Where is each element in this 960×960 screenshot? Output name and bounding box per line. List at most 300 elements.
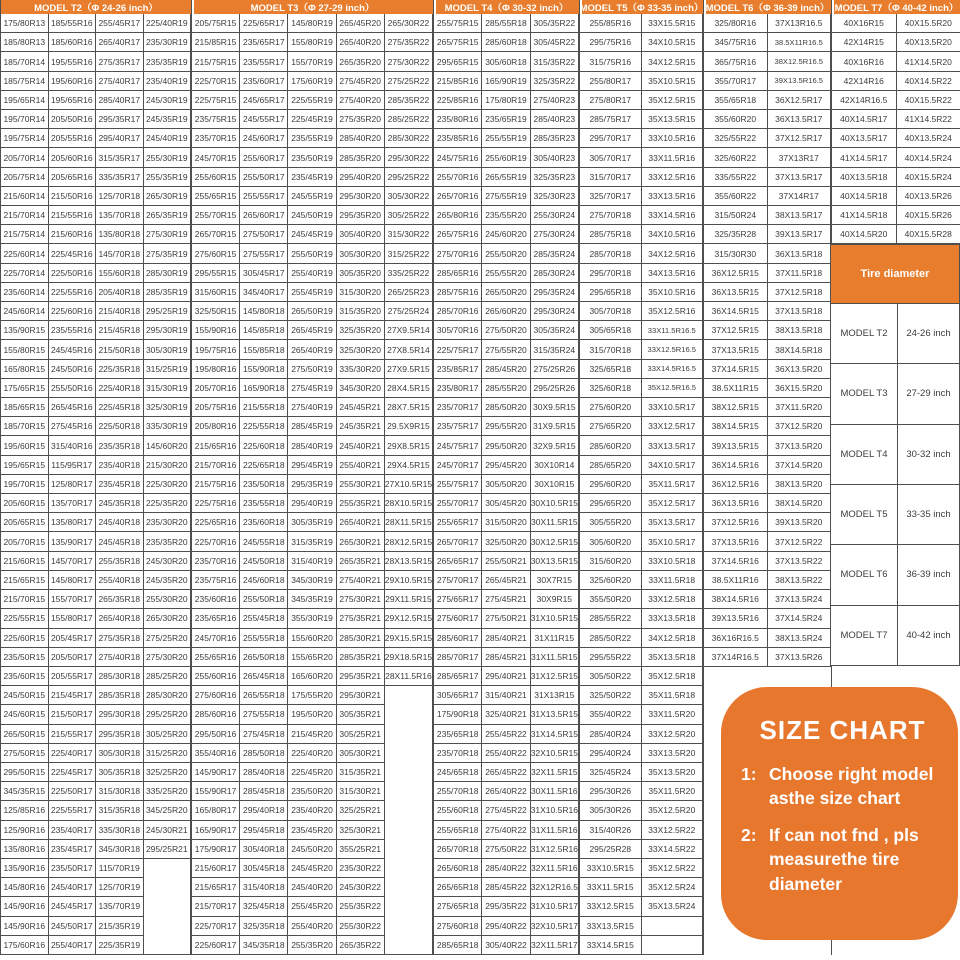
tire-size-cell: 225/40R18 bbox=[96, 379, 144, 398]
tire-size-cell: 40X13.5R18 bbox=[832, 168, 897, 187]
tire-diameter-legend-header: Tire diameter bbox=[831, 245, 959, 303]
tire-size-cell: 315/35R18 bbox=[96, 801, 144, 820]
tire-size-cell: 195/80R16 bbox=[192, 360, 240, 379]
tire-size-cell: 305/30R20 bbox=[337, 244, 385, 263]
tire-size-cell: 38.5X11R16.5 bbox=[768, 33, 832, 52]
tire-size-cell: 205/50R17 bbox=[49, 648, 97, 667]
tire-size-cell: 345/30R19 bbox=[288, 571, 336, 590]
tire-size-cell: 295/30R26 bbox=[580, 782, 642, 801]
tire-size-cell: 265/45R20 bbox=[337, 14, 385, 33]
tire-size-cell: 255/30R19 bbox=[144, 148, 192, 167]
tire-size-cell: 265/35R21 bbox=[337, 552, 385, 571]
tire-size-cell: 215/60R15 bbox=[1, 552, 49, 571]
tire-size-cell: 255/40R17 bbox=[49, 936, 97, 955]
tire-size-cell: 315/70R18 bbox=[580, 340, 642, 359]
tire-size-cell: 37X14.5R16 bbox=[704, 552, 768, 571]
tire-size-cell: 295/60R20 bbox=[580, 475, 642, 494]
tire-size-cell: 275/30R20 bbox=[144, 648, 192, 667]
tire-size-cell: 235/65R18 bbox=[434, 725, 482, 744]
tire-size-cell: 30X11.5R16 bbox=[531, 782, 579, 801]
tire-size-cell: 40X13.5R26 bbox=[897, 187, 960, 206]
tire-size-cell: 145/70R18 bbox=[96, 244, 144, 263]
tire-size-cell: 285/30R18 bbox=[96, 667, 144, 686]
tire-size-cell: 235/55R19 bbox=[288, 129, 336, 148]
tire-size-cell: 30X11.5R15 bbox=[531, 513, 579, 532]
tire-size-cell: 215/70R15 bbox=[1, 590, 49, 609]
tire-size-cell: 265/50R18 bbox=[240, 648, 288, 667]
tire-size-cell: 265/50R20 bbox=[482, 283, 530, 302]
legend-range-label: 33-35 inch bbox=[906, 509, 951, 521]
tire-size-cell: 115/70R19 bbox=[96, 859, 144, 878]
tire-size-cell: 37X13.5R20 bbox=[768, 436, 832, 455]
tire-size-cell: 325/30R19 bbox=[144, 398, 192, 417]
tire-size-cell: 295/45R18 bbox=[240, 821, 288, 840]
tire-size-cell: 36X12.5R16 bbox=[704, 475, 768, 494]
size-chart-instruction-1 bbox=[741, 762, 944, 810]
tire-size-cell: 225/65R18 bbox=[240, 456, 288, 475]
empty-merged-cell bbox=[144, 859, 192, 955]
tire-size-cell: 175/60R16 bbox=[1, 936, 49, 955]
tire-size-cell: 325/60R20 bbox=[580, 571, 642, 590]
tire-size-cell: 305/25R21 bbox=[337, 725, 385, 744]
tire-size-cell: 215/85R16 bbox=[434, 72, 482, 91]
tire-size-cell: 265/70R15 bbox=[192, 225, 240, 244]
tire-size-cell: 225/60R18 bbox=[240, 436, 288, 455]
tire-size-cell: 225/85R16 bbox=[434, 91, 482, 110]
tire-size-cell: 35X12.5R15 bbox=[642, 91, 704, 110]
tire-size-cell: 305/30R19 bbox=[144, 340, 192, 359]
tire-size-cell: 33X12.5R20 bbox=[642, 725, 704, 744]
model-t3-column-2 bbox=[240, 14, 288, 955]
tire-size-cell: 325/45R18 bbox=[240, 897, 288, 916]
tire-size-cell: 265/35R18 bbox=[96, 590, 144, 609]
tire-size-cell: 235/35R18 bbox=[96, 436, 144, 455]
tire-size-cell: 275/35R22 bbox=[385, 33, 433, 52]
tire-size-cell: 365/75R16 bbox=[704, 52, 768, 71]
tire-size-cell: 195/65R14 bbox=[1, 91, 49, 110]
tire-size-cell: 225/65R17 bbox=[240, 14, 288, 33]
tire-size-cell: 205/60R16 bbox=[49, 148, 97, 167]
tire-size-cell: 245/55R17 bbox=[240, 110, 288, 129]
tire-size-cell: 37X12.5R17 bbox=[768, 129, 832, 148]
tire-size-cell: 305/30R21 bbox=[337, 744, 385, 763]
tire-size-cell: 265/75R15 bbox=[434, 33, 482, 52]
tire-size-cell: 295/40R22 bbox=[482, 917, 530, 936]
tire-size-cell: 325/30R20 bbox=[337, 340, 385, 359]
tire-size-cell: 305/35R19 bbox=[288, 513, 336, 532]
tire-size-cell: 135/80R16 bbox=[1, 840, 49, 859]
tire-size-cell: 235/40R17 bbox=[49, 821, 97, 840]
tire-size-cell: 325/80R16 bbox=[704, 14, 768, 33]
tire-size-cell: 245/30R21 bbox=[144, 821, 192, 840]
tire-size-cell: 32X12R16.5 bbox=[531, 878, 579, 897]
tire-size-cell: 225/30R20 bbox=[144, 475, 192, 494]
tire-size-cell: 35X13.5R24 bbox=[642, 897, 704, 916]
tire-size-cell: 235/40R18 bbox=[96, 456, 144, 475]
tire-size-cell: 245/60R14 bbox=[1, 302, 49, 321]
tire-size-cell: 30X7R15 bbox=[531, 571, 579, 590]
tire-size-cell: 295/70R18 bbox=[580, 264, 642, 283]
tire-size-cell: 275/45R18 bbox=[240, 725, 288, 744]
tire-size-cell: 285/65R18 bbox=[434, 936, 482, 955]
tire-diameter-legend bbox=[830, 244, 960, 666]
tire-size-cell: 225/70R15 bbox=[192, 72, 240, 91]
tire-size-cell: 33X11.5R16 bbox=[642, 148, 704, 167]
tire-size-cell: 275/35R19 bbox=[144, 244, 192, 263]
tire-size-cell: 33X12.5R16 bbox=[642, 168, 704, 187]
tire-size-cell: 225/50R17 bbox=[49, 782, 97, 801]
tire-size-cell: 255/30R21 bbox=[337, 475, 385, 494]
model-t5-columns bbox=[580, 14, 703, 955]
tire-size-cell: 175/65R15 bbox=[1, 379, 49, 398]
tire-size-cell: 265/40R21 bbox=[337, 513, 385, 532]
tire-size-cell: 135/70R17 bbox=[49, 494, 97, 513]
tire-size-cell: 285/60R17 bbox=[434, 629, 482, 648]
tire-size-cell: 355/70R17 bbox=[704, 72, 768, 91]
tire-size-cell: 145/80R16 bbox=[1, 878, 49, 897]
tire-size-cell: 285/40R22 bbox=[482, 859, 530, 878]
tire-size-cell: 275/45R21 bbox=[482, 590, 530, 609]
tire-size-cell: 265/45R21 bbox=[482, 571, 530, 590]
tire-size-cell: 285/30R22 bbox=[385, 129, 433, 148]
tire-size-cell: 38X14.5R20 bbox=[768, 494, 832, 513]
tire-size-cell: 30X9.5R15 bbox=[531, 398, 579, 417]
tire-size-cell: 205/70R15 bbox=[1, 532, 49, 551]
tire-size-cell: 305/30R18 bbox=[96, 744, 144, 763]
tire-size-cell: 175/80R13 bbox=[1, 14, 49, 33]
tire-size-cell: 235/50R20 bbox=[288, 782, 336, 801]
tire-size-cell: 315/35R17 bbox=[96, 148, 144, 167]
model-t5-group bbox=[579, 0, 703, 955]
tire-size-cell: 285/40R21 bbox=[482, 629, 530, 648]
tire-size-cell: 255/60R17 bbox=[240, 148, 288, 167]
tire-size-cell: 37X12.5R20 bbox=[768, 417, 832, 436]
tire-size-cell: 38X13.5R24 bbox=[768, 629, 832, 648]
tire-size-cell: 275/60R18 bbox=[434, 917, 482, 936]
tire-size-cell: 155/80R17 bbox=[49, 609, 97, 628]
tire-size-cell: 265/70R16 bbox=[434, 187, 482, 206]
tire-size-cell: 255/50R20 bbox=[482, 244, 530, 263]
empty-cell bbox=[642, 917, 704, 936]
tire-size-cell: 225/40R20 bbox=[288, 744, 336, 763]
tire-size-cell: 285/40R19 bbox=[288, 436, 336, 455]
tire-size-cell: 235/55R16 bbox=[49, 321, 97, 340]
tire-size-cell: 235/75R15 bbox=[192, 110, 240, 129]
model-t4-column-3 bbox=[531, 14, 579, 955]
tire-size-cell: 235/70R15 bbox=[192, 129, 240, 148]
tire-size-cell: 265/35R22 bbox=[337, 936, 385, 955]
model-t2-columns bbox=[1, 14, 191, 955]
model-t4-column-1 bbox=[434, 14, 482, 955]
tire-size-cell: 265/50R15 bbox=[1, 725, 49, 744]
model-t4-header: MODEL T4（Φ 30-32 inch） bbox=[434, 0, 579, 14]
tire-size-cell: 40X16R16 bbox=[832, 52, 897, 71]
tire-size-cell: 34X12.5R15 bbox=[642, 52, 704, 71]
tire-size-cell: 285/75R18 bbox=[580, 225, 642, 244]
tire-size-cell: 285/40R18 bbox=[240, 763, 288, 782]
tire-size-cell: 255/55R18 bbox=[240, 629, 288, 648]
tire-size-cell: 36X13.5R20 bbox=[768, 360, 832, 379]
tire-size-cell: 295/65R15 bbox=[434, 52, 482, 71]
tire-size-cell: 255/60R19 bbox=[482, 148, 530, 167]
tire-size-cell: 315/60R20 bbox=[580, 552, 642, 571]
tire-size-cell: 34X10.5R17 bbox=[642, 456, 704, 475]
tire-size-cell: 255/70R15 bbox=[192, 206, 240, 225]
tire-size-cell: 255/55R17 bbox=[240, 187, 288, 206]
tire-size-cell: 335/30R18 bbox=[96, 821, 144, 840]
tire-size-cell: 37X13.5R18 bbox=[768, 302, 832, 321]
tire-size-cell: 225/55R15 bbox=[1, 609, 49, 628]
tire-size-cell: 195/65R15 bbox=[1, 456, 49, 475]
tire-size-cell: 325/70R17 bbox=[580, 187, 642, 206]
tire-size-cell: 33X11.5R18 bbox=[642, 571, 704, 590]
model-t2-column-1 bbox=[1, 14, 49, 955]
legend-range-label: 36-39 inch bbox=[906, 569, 951, 581]
tire-size-cell: 33X14.5R15 bbox=[580, 936, 642, 955]
tire-size-cell: 195/65R16 bbox=[49, 91, 97, 110]
tire-size-cell: 245/45R21 bbox=[337, 398, 385, 417]
tire-size-cell: 31X12.5R16 bbox=[531, 840, 579, 859]
tire-size-cell: 37X14.5R20 bbox=[768, 456, 832, 475]
tire-size-cell: 42X14R16 bbox=[832, 72, 897, 91]
tire-size-cell: 335/55R22 bbox=[704, 168, 768, 187]
tire-size-cell: 315/30R30 bbox=[704, 244, 768, 263]
tire-size-cell: 295/30R19 bbox=[144, 321, 192, 340]
tire-size-cell: 37X11.5R18 bbox=[768, 264, 832, 283]
tire-size-cell: 315/40R18 bbox=[240, 878, 288, 897]
tire-size-cell: 215/65R16 bbox=[192, 436, 240, 455]
tire-size-cell: 165/90R17 bbox=[192, 821, 240, 840]
tire-size-cell: 235/85R16 bbox=[434, 129, 482, 148]
tire-size-cell: 155/65R20 bbox=[288, 648, 336, 667]
tire-size-cell: 40X14.5R20 bbox=[832, 225, 897, 244]
tire-size-cell: 355/30R19 bbox=[288, 609, 336, 628]
tire-size-cell: 40X14.5R24 bbox=[897, 148, 960, 167]
tire-size-cell: 31X9.5R15 bbox=[531, 417, 579, 436]
tire-size-cell: 245/40R20 bbox=[288, 878, 336, 897]
tire-size-cell: 245/75R16 bbox=[434, 148, 482, 167]
tire-size-cell: 145/90R16 bbox=[1, 917, 49, 936]
tire-size-cell: 275/40R20 bbox=[337, 91, 385, 110]
tire-size-cell: 255/65R16 bbox=[192, 648, 240, 667]
model-t7-column-2 bbox=[897, 14, 960, 244]
tire-size-cell: 195/60R16 bbox=[49, 72, 97, 91]
tire-size-cell: 265/55R19 bbox=[482, 168, 530, 187]
tire-size-cell: 225/35R20 bbox=[144, 494, 192, 513]
tire-size-cell: 325/30R23 bbox=[531, 187, 579, 206]
tire-size-cell: 215/50R18 bbox=[96, 340, 144, 359]
tire-size-cell: 33X12.5R22 bbox=[642, 821, 704, 840]
tire-size-cell: 285/65R20 bbox=[580, 456, 642, 475]
tire-size-cell: 275/35R17 bbox=[96, 52, 144, 71]
tire-size-cell: 36X12.5R17 bbox=[768, 91, 832, 110]
tire-size-cell: 265/30R19 bbox=[144, 187, 192, 206]
tire-size-cell: 235/45R20 bbox=[288, 821, 336, 840]
tire-size-cell: 215/35R19 bbox=[96, 917, 144, 936]
model-t7-column-1 bbox=[832, 14, 897, 244]
tire-size-cell: 29X8.5R15 bbox=[385, 436, 433, 455]
tire-size-cell: 265/70R17 bbox=[434, 532, 482, 551]
tire-size-cell: 33X12.5R15 bbox=[580, 897, 642, 916]
tire-size-cell: 305/55R20 bbox=[580, 513, 642, 532]
tire-size-cell: 275/25R26 bbox=[531, 360, 579, 379]
tire-size-cell: 305/70R16 bbox=[434, 321, 482, 340]
tire-size-cell: 315/35R24 bbox=[531, 340, 579, 359]
tire-size-cell: 225/75R15 bbox=[192, 91, 240, 110]
tire-size-cell: 27X9.5R14 bbox=[385, 321, 433, 340]
tire-size-cell: 245/45R20 bbox=[288, 859, 336, 878]
tire-size-cell: 285/40R20 bbox=[337, 129, 385, 148]
tire-size-cell: 255/70R16 bbox=[434, 168, 482, 187]
tire-size-cell: 225/70R16 bbox=[192, 532, 240, 551]
tire-size-cell: 235/35R20 bbox=[144, 532, 192, 551]
tire-size-cell: 32X11.5R15 bbox=[531, 763, 579, 782]
tire-size-cell: 39X13.5R16 bbox=[704, 609, 768, 628]
tire-size-cell: 275/45R16 bbox=[49, 417, 97, 436]
tire-size-cell: 40X14.5R22 bbox=[897, 72, 960, 91]
tire-size-cell: 31X11.5R16 bbox=[531, 821, 579, 840]
tire-size-cell: 295/45R20 bbox=[482, 456, 530, 475]
tire-size-cell: 245/30R22 bbox=[337, 878, 385, 897]
tire-size-cell: 245/50R18 bbox=[240, 552, 288, 571]
tire-size-cell: 315/35R22 bbox=[531, 52, 579, 71]
tire-size-cell: 255/45R17 bbox=[96, 14, 144, 33]
tire-size-cell: 37X11.5R20 bbox=[768, 398, 832, 417]
tire-size-cell: 185/70R15 bbox=[1, 417, 49, 436]
tire-size-cell: 275/40R23 bbox=[531, 91, 579, 110]
tire-size-cell: 285/45R22 bbox=[482, 878, 530, 897]
tire-size-cell: 295/25R26 bbox=[531, 379, 579, 398]
tire-size-cell: 235/55R18 bbox=[240, 494, 288, 513]
model-t3-column-1 bbox=[192, 14, 240, 955]
tire-size-cell: 205/75R14 bbox=[1, 168, 49, 187]
tire-size-cell: 265/40R18 bbox=[96, 609, 144, 628]
tire-size-cell: 225/35R18 bbox=[96, 360, 144, 379]
tire-size-cell: 155/80R19 bbox=[288, 33, 336, 52]
tire-size-cell: 215/45R20 bbox=[288, 725, 336, 744]
tire-size-cell: 305/35R21 bbox=[337, 705, 385, 724]
tire-size-cell: 185/60R16 bbox=[49, 33, 97, 52]
tire-size-cell: 235/65R19 bbox=[482, 110, 530, 129]
tire-size-cell: 37X13.5R15 bbox=[704, 340, 768, 359]
tire-size-cell: 315/40R16 bbox=[49, 436, 97, 455]
tire-size-cell: 275/40R22 bbox=[482, 821, 530, 840]
tire-size-cell: 245/60R20 bbox=[482, 225, 530, 244]
tire-size-cell: 265/40R17 bbox=[96, 33, 144, 52]
tire-size-cell: 31X10.5R16 bbox=[531, 801, 579, 820]
tire-size-cell: 285/35R19 bbox=[144, 283, 192, 302]
tire-size-cell: 33X10.5R18 bbox=[642, 552, 704, 571]
tire-size-cell: 30X9R15 bbox=[531, 590, 579, 609]
tire-size-cell: 215/70R14 bbox=[1, 206, 49, 225]
tire-size-cell: 255/40R20 bbox=[288, 917, 336, 936]
tire-size-cell: 325/35R20 bbox=[337, 321, 385, 340]
tire-size-cell: 285/25R22 bbox=[385, 110, 433, 129]
tire-size-cell: 285/55R20 bbox=[482, 379, 530, 398]
tire-size-cell: 295/25R22 bbox=[385, 168, 433, 187]
tire-size-cell: 295/40R21 bbox=[482, 667, 530, 686]
tire-size-cell: 32X10.5R15 bbox=[531, 744, 579, 763]
tire-size-cell: 245/65R17 bbox=[240, 91, 288, 110]
tire-size-cell: 245/70R16 bbox=[192, 629, 240, 648]
tire-size-cell: 145/80R18 bbox=[240, 302, 288, 321]
tire-size-cell: 235/50R17 bbox=[49, 859, 97, 878]
tire-size-cell: 345/35R18 bbox=[240, 936, 288, 955]
tire-size-cell: 155/90R18 bbox=[240, 360, 288, 379]
tire-size-cell: 295/40R19 bbox=[288, 494, 336, 513]
tire-size-cell: 235/30R19 bbox=[144, 33, 192, 52]
tire-size-cell: 275/25R24 bbox=[385, 302, 433, 321]
tire-size-cell: 235/55R17 bbox=[240, 52, 288, 71]
tire-size-cell: 29X10.5R15 bbox=[385, 571, 433, 590]
tire-size-cell: 215/50R16 bbox=[49, 187, 97, 206]
tire-size-cell: 325/45R24 bbox=[580, 763, 642, 782]
tire-size-cell: 235/85R17 bbox=[434, 360, 482, 379]
tire-size-cell: 30X12.5R15 bbox=[531, 532, 579, 551]
tire-size-cell: 275/30R24 bbox=[531, 225, 579, 244]
tire-size-cell: 40X15.5R28 bbox=[897, 225, 960, 244]
tire-size-cell: 40X13.5R20 bbox=[897, 33, 960, 52]
tire-size-cell: 36X13.5R18 bbox=[768, 244, 832, 263]
tire-size-cell: 215/60R16 bbox=[49, 225, 97, 244]
tire-size-cell: 255/30R22 bbox=[337, 917, 385, 936]
tire-size-cell: 285/35R22 bbox=[385, 91, 433, 110]
tire-size-cell: 195/75R14 bbox=[1, 129, 49, 148]
tire-size-cell: 295/45R19 bbox=[288, 456, 336, 475]
tire-size-cell: 37X13R17 bbox=[768, 148, 832, 167]
tire-size-cell: 35X11.5R17 bbox=[642, 475, 704, 494]
tire-size-cell: 33X12.5R17 bbox=[642, 417, 704, 436]
tire-size-cell: 135/90R15 bbox=[1, 321, 49, 340]
tire-size-cell: 305/35R24 bbox=[531, 321, 579, 340]
tire-size-cell: 275/50R17 bbox=[240, 225, 288, 244]
tire-size-cell: 315/40R21 bbox=[482, 686, 530, 705]
tire-size-cell: 295/70R17 bbox=[580, 129, 642, 148]
tire-size-cell: 305/30R22 bbox=[385, 187, 433, 206]
tire-size-cell: 225/65R16 bbox=[192, 513, 240, 532]
tire-size-cell: 40X15.5R26 bbox=[897, 206, 960, 225]
tire-size-cell: 295/65R20 bbox=[580, 494, 642, 513]
tire-size-cell: 41X14.5R17 bbox=[832, 148, 897, 167]
tire-size-cell: 295/25R21 bbox=[144, 840, 192, 859]
tire-size-cell: 285/50R18 bbox=[240, 744, 288, 763]
tire-size-cell: 345/40R17 bbox=[240, 283, 288, 302]
tire-size-cell: 315/60R15 bbox=[192, 283, 240, 302]
tire-size-cell: 275/70R17 bbox=[434, 571, 482, 590]
tire-size-cell: 36X14.5R16 bbox=[704, 456, 768, 475]
model-t2-header: MODEL T2（Φ 24-26 inch） bbox=[1, 0, 191, 14]
tire-size-cell: 325/60R22 bbox=[704, 148, 768, 167]
tire-size-cell: 325/25R20 bbox=[144, 763, 192, 782]
tire-size-cell: 265/30R20 bbox=[144, 609, 192, 628]
tire-size-cell: 325/30R21 bbox=[337, 821, 385, 840]
tire-size-cell: 255/40R19 bbox=[288, 264, 336, 283]
tire-size-cell: 38X13.5R22 bbox=[768, 571, 832, 590]
tire-size-cell: 37X12.5R22 bbox=[768, 532, 832, 551]
tire-size-cell: 295/50R16 bbox=[192, 725, 240, 744]
model-t6-columns bbox=[704, 14, 831, 667]
tire-size-cell: 325/35R28 bbox=[704, 225, 768, 244]
tire-size-cell: 40X15.5R24 bbox=[897, 168, 960, 187]
tire-size-cell: 215/70R16 bbox=[192, 456, 240, 475]
tire-size-cell: 295/35R24 bbox=[531, 283, 579, 302]
tire-size-cell: 135/80R17 bbox=[49, 513, 97, 532]
tire-size-cell: 165/90R19 bbox=[482, 72, 530, 91]
tire-size-cell: 255/35R18 bbox=[96, 552, 144, 571]
tire-size-cell: 315/40R19 bbox=[288, 552, 336, 571]
tire-size-cell: 295/75R16 bbox=[580, 33, 642, 52]
tire-size-cell: 145/85R18 bbox=[240, 321, 288, 340]
